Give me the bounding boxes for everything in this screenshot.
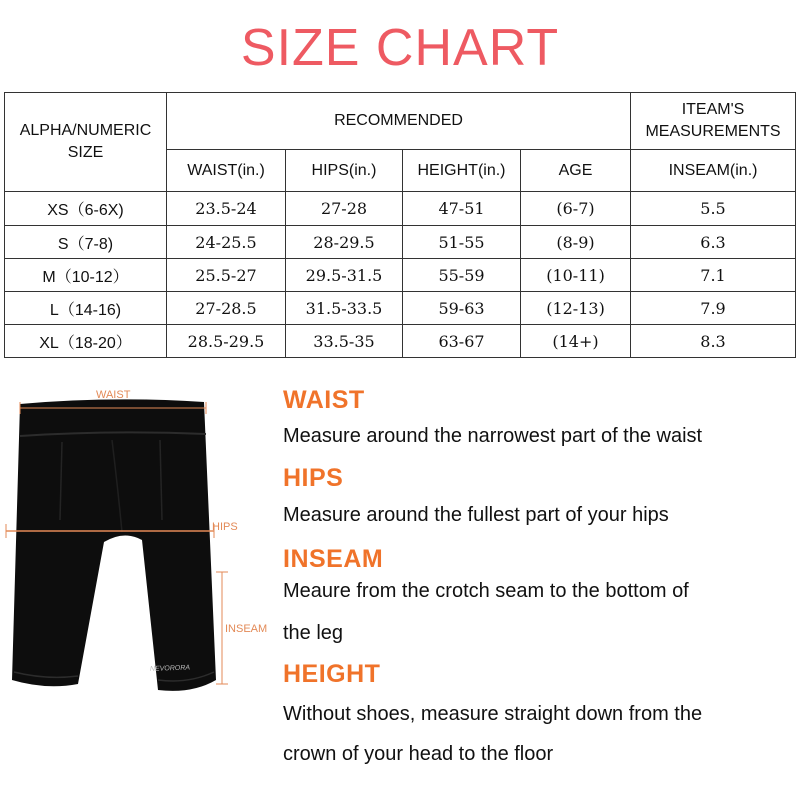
height-instruction-line2: crown of your head to the floor (283, 743, 554, 765)
height-cell: 51-55 (403, 226, 521, 259)
waist-cell: 25.5-27 (167, 259, 286, 292)
table-row (5, 325, 796, 358)
inseam-instruction-line1: Meaure from the crotch seam to the bottom of (283, 580, 689, 602)
table-row (5, 226, 796, 259)
height-heading: HEIGHT (283, 660, 381, 688)
hips-cell: 28-29.5 (286, 226, 403, 259)
hips-cell: 27-28 (286, 192, 403, 226)
age-cell: (10-11) (521, 259, 631, 292)
hips-cell: 31.5-33.5 (286, 292, 403, 325)
item-measurements-header: ITEAM'S MEASUREMENTS (631, 93, 796, 150)
age-cell: (6-7) (521, 192, 631, 226)
height-cell: 63-67 (403, 325, 521, 358)
inseam-col-header: INSEAM(in.) (631, 150, 796, 192)
hips-heading: HIPS (283, 464, 344, 492)
inseam-cell: 8.3 (631, 325, 796, 358)
waist-cell: 24-25.5 (167, 226, 286, 259)
size-chart-title: SIZE CHART (240, 19, 560, 77)
height-cell: 47-51 (403, 192, 521, 226)
waist-col-header: WAIST(in.) (167, 150, 286, 192)
age-col-header: AGE (521, 150, 631, 192)
hips-guide-label: HIPS (212, 521, 238, 533)
shorts-illustration (0, 380, 268, 710)
table-row (5, 192, 796, 226)
brand-logo-text: NEVORORA (149, 664, 191, 673)
inseam-cell: 5.5 (631, 192, 796, 226)
inseam-cell: 6.3 (631, 226, 796, 259)
inseam-guide-label: INSEAM (225, 623, 268, 635)
age-cell: (8-9) (521, 226, 631, 259)
age-cell: (12-13) (521, 292, 631, 325)
alpha-numeric-header: ALPHA/NUMERIC SIZE (5, 93, 167, 192)
inseam-cell: 7.1 (631, 259, 796, 292)
size-cell: S（7-8) (5, 226, 167, 259)
waist-cell: 23.5-24 (167, 192, 286, 226)
shorts-measurement-diagram (0, 380, 268, 710)
hips-instruction: Measure around the fullest part of your hips (283, 504, 669, 526)
waist-guide-label: WAIST (96, 389, 131, 401)
height-col-header: HEIGHT(in.) (403, 150, 521, 192)
waist-cell: 28.5-29.5 (167, 325, 286, 358)
hips-cell: 29.5-31.5 (286, 259, 403, 292)
height-cell: 59-63 (403, 292, 521, 325)
waist-cell: 27-28.5 (167, 292, 286, 325)
hips-col-header: HIPS(in.) (286, 150, 403, 192)
inseam-heading: INSEAM (283, 545, 384, 573)
size-cell: M（10-12） (5, 259, 167, 292)
size-table (4, 92, 796, 358)
inseam-instruction-line2: the leg (283, 622, 344, 644)
inseam-cell: 7.9 (631, 292, 796, 325)
age-cell: (14+) (521, 325, 631, 358)
table-row (5, 292, 796, 325)
size-cell: L（14-16) (5, 292, 167, 325)
hips-cell: 33.5-35 (286, 325, 403, 358)
table-row (5, 259, 796, 292)
size-cell: XL（18-20） (5, 325, 167, 358)
recommended-header: RECOMMENDED (167, 93, 631, 150)
waist-heading: WAIST (283, 386, 365, 414)
height-instruction-line1: Without shoes, measure straight down from the (283, 703, 703, 725)
table-header-row-1 (5, 93, 796, 150)
height-cell: 55-59 (403, 259, 521, 292)
shorts-silhouette (12, 399, 216, 690)
size-cell: XS（6-6X) (5, 192, 167, 226)
waist-instruction: Measure around the narrowest part of the waist (283, 425, 703, 447)
